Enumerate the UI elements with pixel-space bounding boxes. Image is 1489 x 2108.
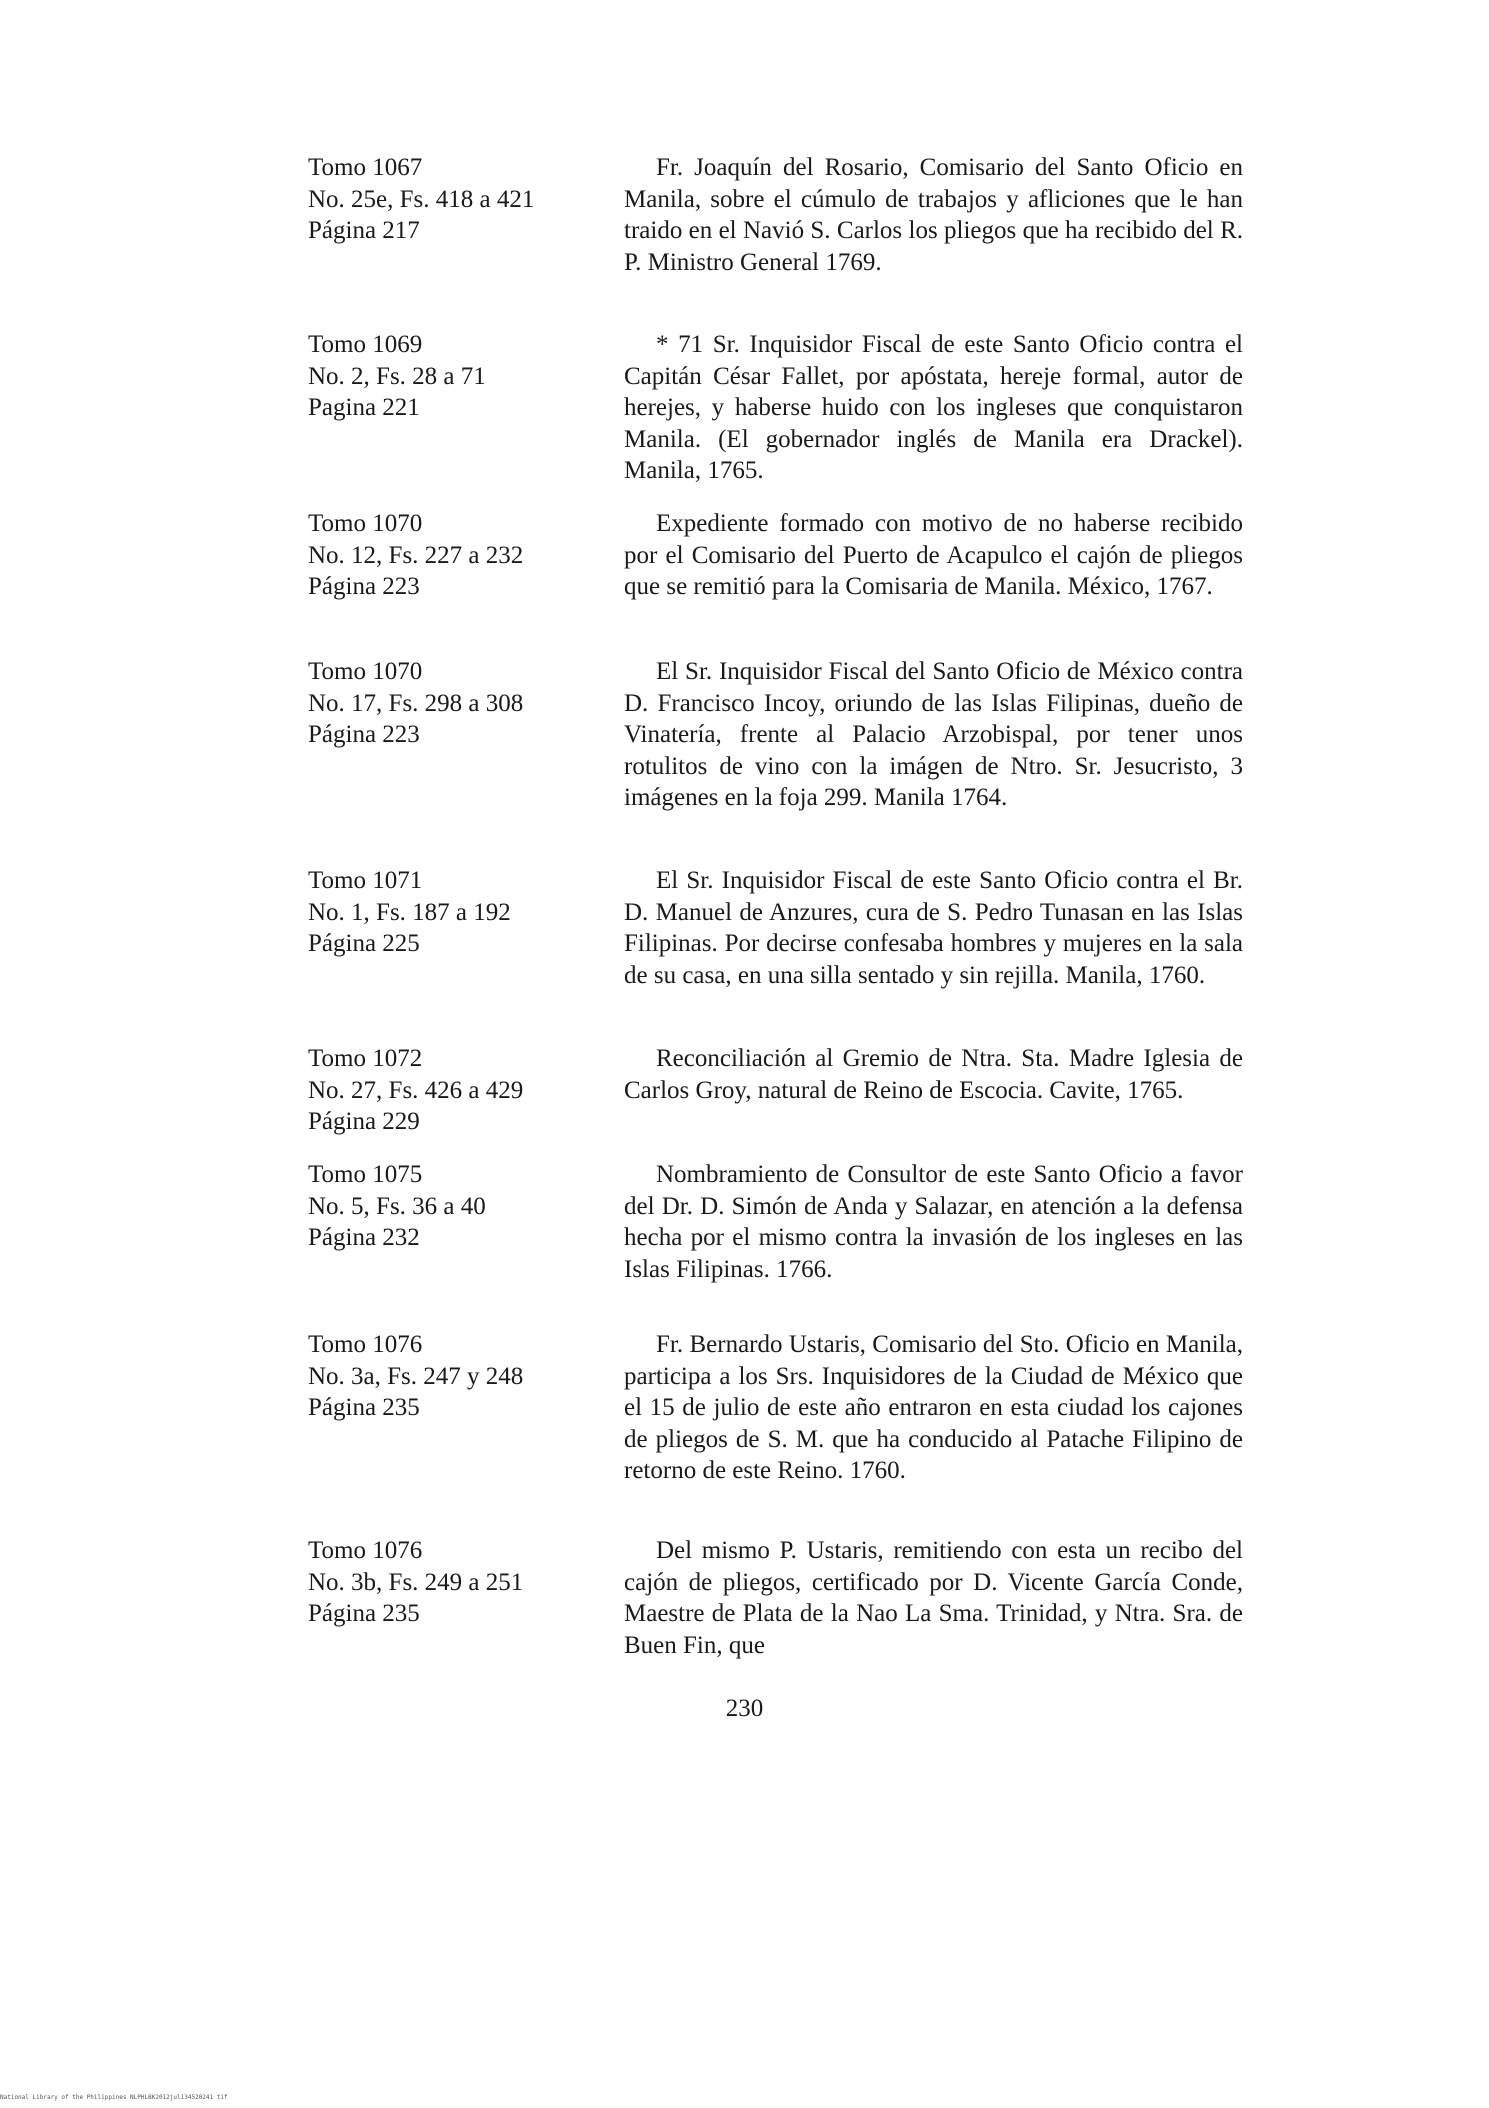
- reference: [308, 329, 598, 424]
- ref-folios: No. 27, Fs. 426 a 429: [308, 1076, 524, 1104]
- entry-description: El Sr. Inquisidor Fiscal del Santo Oficio de México contra D. Francisco Incoy, oriundo de las Islas Filipinas, dueño de Vinatería, frente al Palacio Arzobispal, por tener unos rotulitos de vino con la imágen de Ntro. Sr. Jesucristo, 3 imágenes en la foja 299. Manila 1764.: [624, 658, 1243, 811]
- ref-page: Página 223: [308, 573, 420, 600]
- ref-folios: No. 5, Fs. 36 a 40: [308, 1192, 486, 1220]
- ref-page: Página 235: [308, 1394, 420, 1421]
- ref-page: Pagina 221: [308, 394, 420, 421]
- ref-volume: Tomo 1070: [308, 510, 423, 537]
- ref-folios: No. 25e, Fs. 418 a 421: [308, 185, 535, 213]
- entry-description: Expediente formado con motivo de no haberse recibido por el Comisario del Puerto de Acapulco el cajón de pliegos que se remitió para la Comisaria de Manila. México, 1767.: [624, 510, 1243, 600]
- entry-description: Del mismo P. Ustaris, remitiendo con esta un recibo del cajón de pliegos, certificado por D. Vicente García Conde, Maestre de Plata de la Nao La Sma. Trinidad, y Ntra. Sra. de Buen Fin, que: [624, 1537, 1243, 1659]
- ref-folios: No. 12, Fs. 227 a 232: [308, 541, 524, 569]
- ref-folios: No. 3b, Fs. 249 a 251: [308, 1568, 524, 1596]
- reference: [308, 656, 598, 751]
- entry-description: El Sr. Inquisidor Fiscal de este Santo Oficio contra el Br. D. Manuel de Anzures, cura de S. Pedro Tunasan en las Islas Filipinas. Por decirse confesaba hombres y mujeres en la sala de su casa, en una silla sentado y sin rejilla. Manila, 1760.: [624, 867, 1243, 989]
- reference: [308, 865, 598, 960]
- ref-volume: Tomo 1072: [308, 1045, 423, 1072]
- ref-page: Página 223: [308, 721, 420, 748]
- ref-volume: Tomo 1076: [308, 1331, 423, 1358]
- ref-volume: Tomo 1075: [308, 1161, 423, 1188]
- ref-folios: No. 17, Fs. 298 a 308: [308, 689, 524, 717]
- ref-page: Página 235: [308, 1600, 420, 1627]
- entry-description: Nombramiento de Consultor de este Santo Oficio a favor del Dr. D. Simón de Anda y Salazar, en atención a la defensa hecha por el mismo contra la invasión de los ingleses en las Islas Filipinas. 1766.: [624, 1161, 1243, 1283]
- ref-page: Página 229: [308, 1108, 420, 1135]
- reference: [308, 1535, 598, 1630]
- ref-volume: Tomo 1067: [308, 154, 423, 181]
- entry-description: Reconciliación al Gremio de Ntra. Sta. Madre Iglesia de Carlos Groy, natural de Reino de Escocia. Cavite, 1765.: [624, 1045, 1243, 1104]
- ref-page: Página 225: [308, 930, 420, 957]
- reference: [308, 1043, 598, 1138]
- reference: [308, 508, 598, 603]
- entry-description: Fr. Joaquín del Rosario, Comisario del Santo Oficio en Manila, sobre el cúmulo de trabajos y afliciones que le han traido en el Navió S. Carlos los pliegos que ha recibido del R. P. Ministro General 1769.: [624, 154, 1243, 276]
- ref-folios: No. 1, Fs. 187 a 192: [308, 898, 511, 926]
- scan-footer-note: National Library of the Philippines NLPHLBK2012jul134520241 tif: [0, 2094, 228, 2101]
- entry-description: * 71 Sr. Inquisidor Fiscal de este Santo Oficio contra el Capitán César Fallet, por apóstata, hereje formal, autor de herejes, y haberse huido con los ingleses que conquistaron Manila. (El gobernador inglés de Manila era Drackel). Manila, 1765.: [624, 331, 1243, 484]
- ref-page: Página 217: [308, 217, 420, 244]
- ref-page: Página 232: [308, 1224, 420, 1251]
- reference: [308, 1159, 598, 1254]
- reference: [308, 152, 598, 247]
- ref-volume: Tomo 1069: [308, 331, 423, 358]
- entry-description: Fr. Bernardo Ustaris, Comisario del Sto. Oficio en Manila, participa a los Srs. Inquisidores de la Ciudad de México que el 15 de julio de este año entraron en esta ciudad los cajones de pliegos de S. M. que ha conducido al Patache Filipino de retorno de este Reino. 1760.: [624, 1331, 1243, 1484]
- page-number: 230: [725, 1695, 764, 1722]
- ref-volume: Tomo 1071: [308, 867, 423, 894]
- ref-volume: Tomo 1070: [308, 658, 423, 685]
- ref-folios: No. 3a, Fs. 247 y 248: [308, 1362, 524, 1390]
- ref-folios: No. 2, Fs. 28 a 71: [308, 362, 486, 390]
- reference: [308, 1329, 598, 1424]
- ref-volume: Tomo 1076: [308, 1537, 423, 1564]
